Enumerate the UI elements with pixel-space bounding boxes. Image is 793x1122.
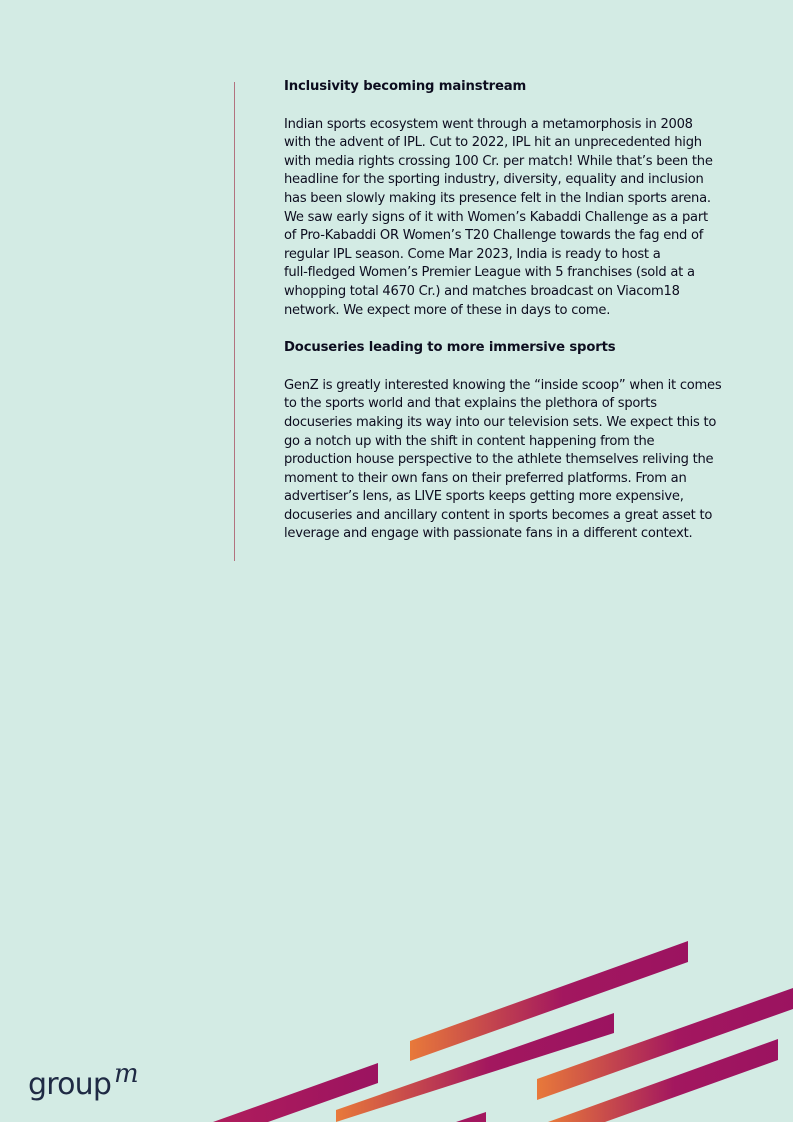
section-heading-docuseries: Docuseries leading to more immersive sports bbox=[284, 340, 616, 356]
groupm-logo bbox=[28, 1060, 158, 1114]
svg-text:m: m bbox=[114, 1060, 139, 1089]
section-heading-inclusivity: Inclusivity becoming mainstream bbox=[284, 79, 527, 94]
section-body-inclusivity: Indian sports ecosystem went through a metamorphosis in 2008 with the advent of IPL. Cut to 2022, IPL hit an unprecedented high with media rights crossing 100 Cr. per match! While that’s been the headline for the sporting industry, diversity, equality and inclusion has been slowly making its presence felt in the Indian sports arena. We saw early signs of it with Women’s Kabaddi Challenge as a part of Pro-Kabaddi OR Women’s T20 Challenge towards the fag end of regular IPL season. Come Mar 2023, India is ready to host a full-fledged Women’s Premier League with 5 franchises (sold at a whopping total 4670 Cr.) and matches broadcast on Viacom18 network. We expect more of these in days to come. bbox=[284, 116, 713, 318]
section-body-docuseries: GenZ is greatly interested knowing the “inside scoop” when it comes to the sports world and that explains the plethora of sports docuseries making its way into our television sets. We expect this to go a notch up with the shift in content happening from the production house perspective to the athlete themselves reliving the moment to their own fans on their preferred platforms. From an advertiser’s lens, as LIVE sports keeps getting more expensive, docuseries and ancillary content in sports becomes a great asset to leverage and engage with passionate fans in a different context. bbox=[284, 377, 722, 542]
groupm-logo-mark bbox=[28, 1060, 158, 1110]
svg-text:group: group bbox=[28, 1067, 112, 1102]
stripe-bottom-small bbox=[456, 1112, 486, 1122]
